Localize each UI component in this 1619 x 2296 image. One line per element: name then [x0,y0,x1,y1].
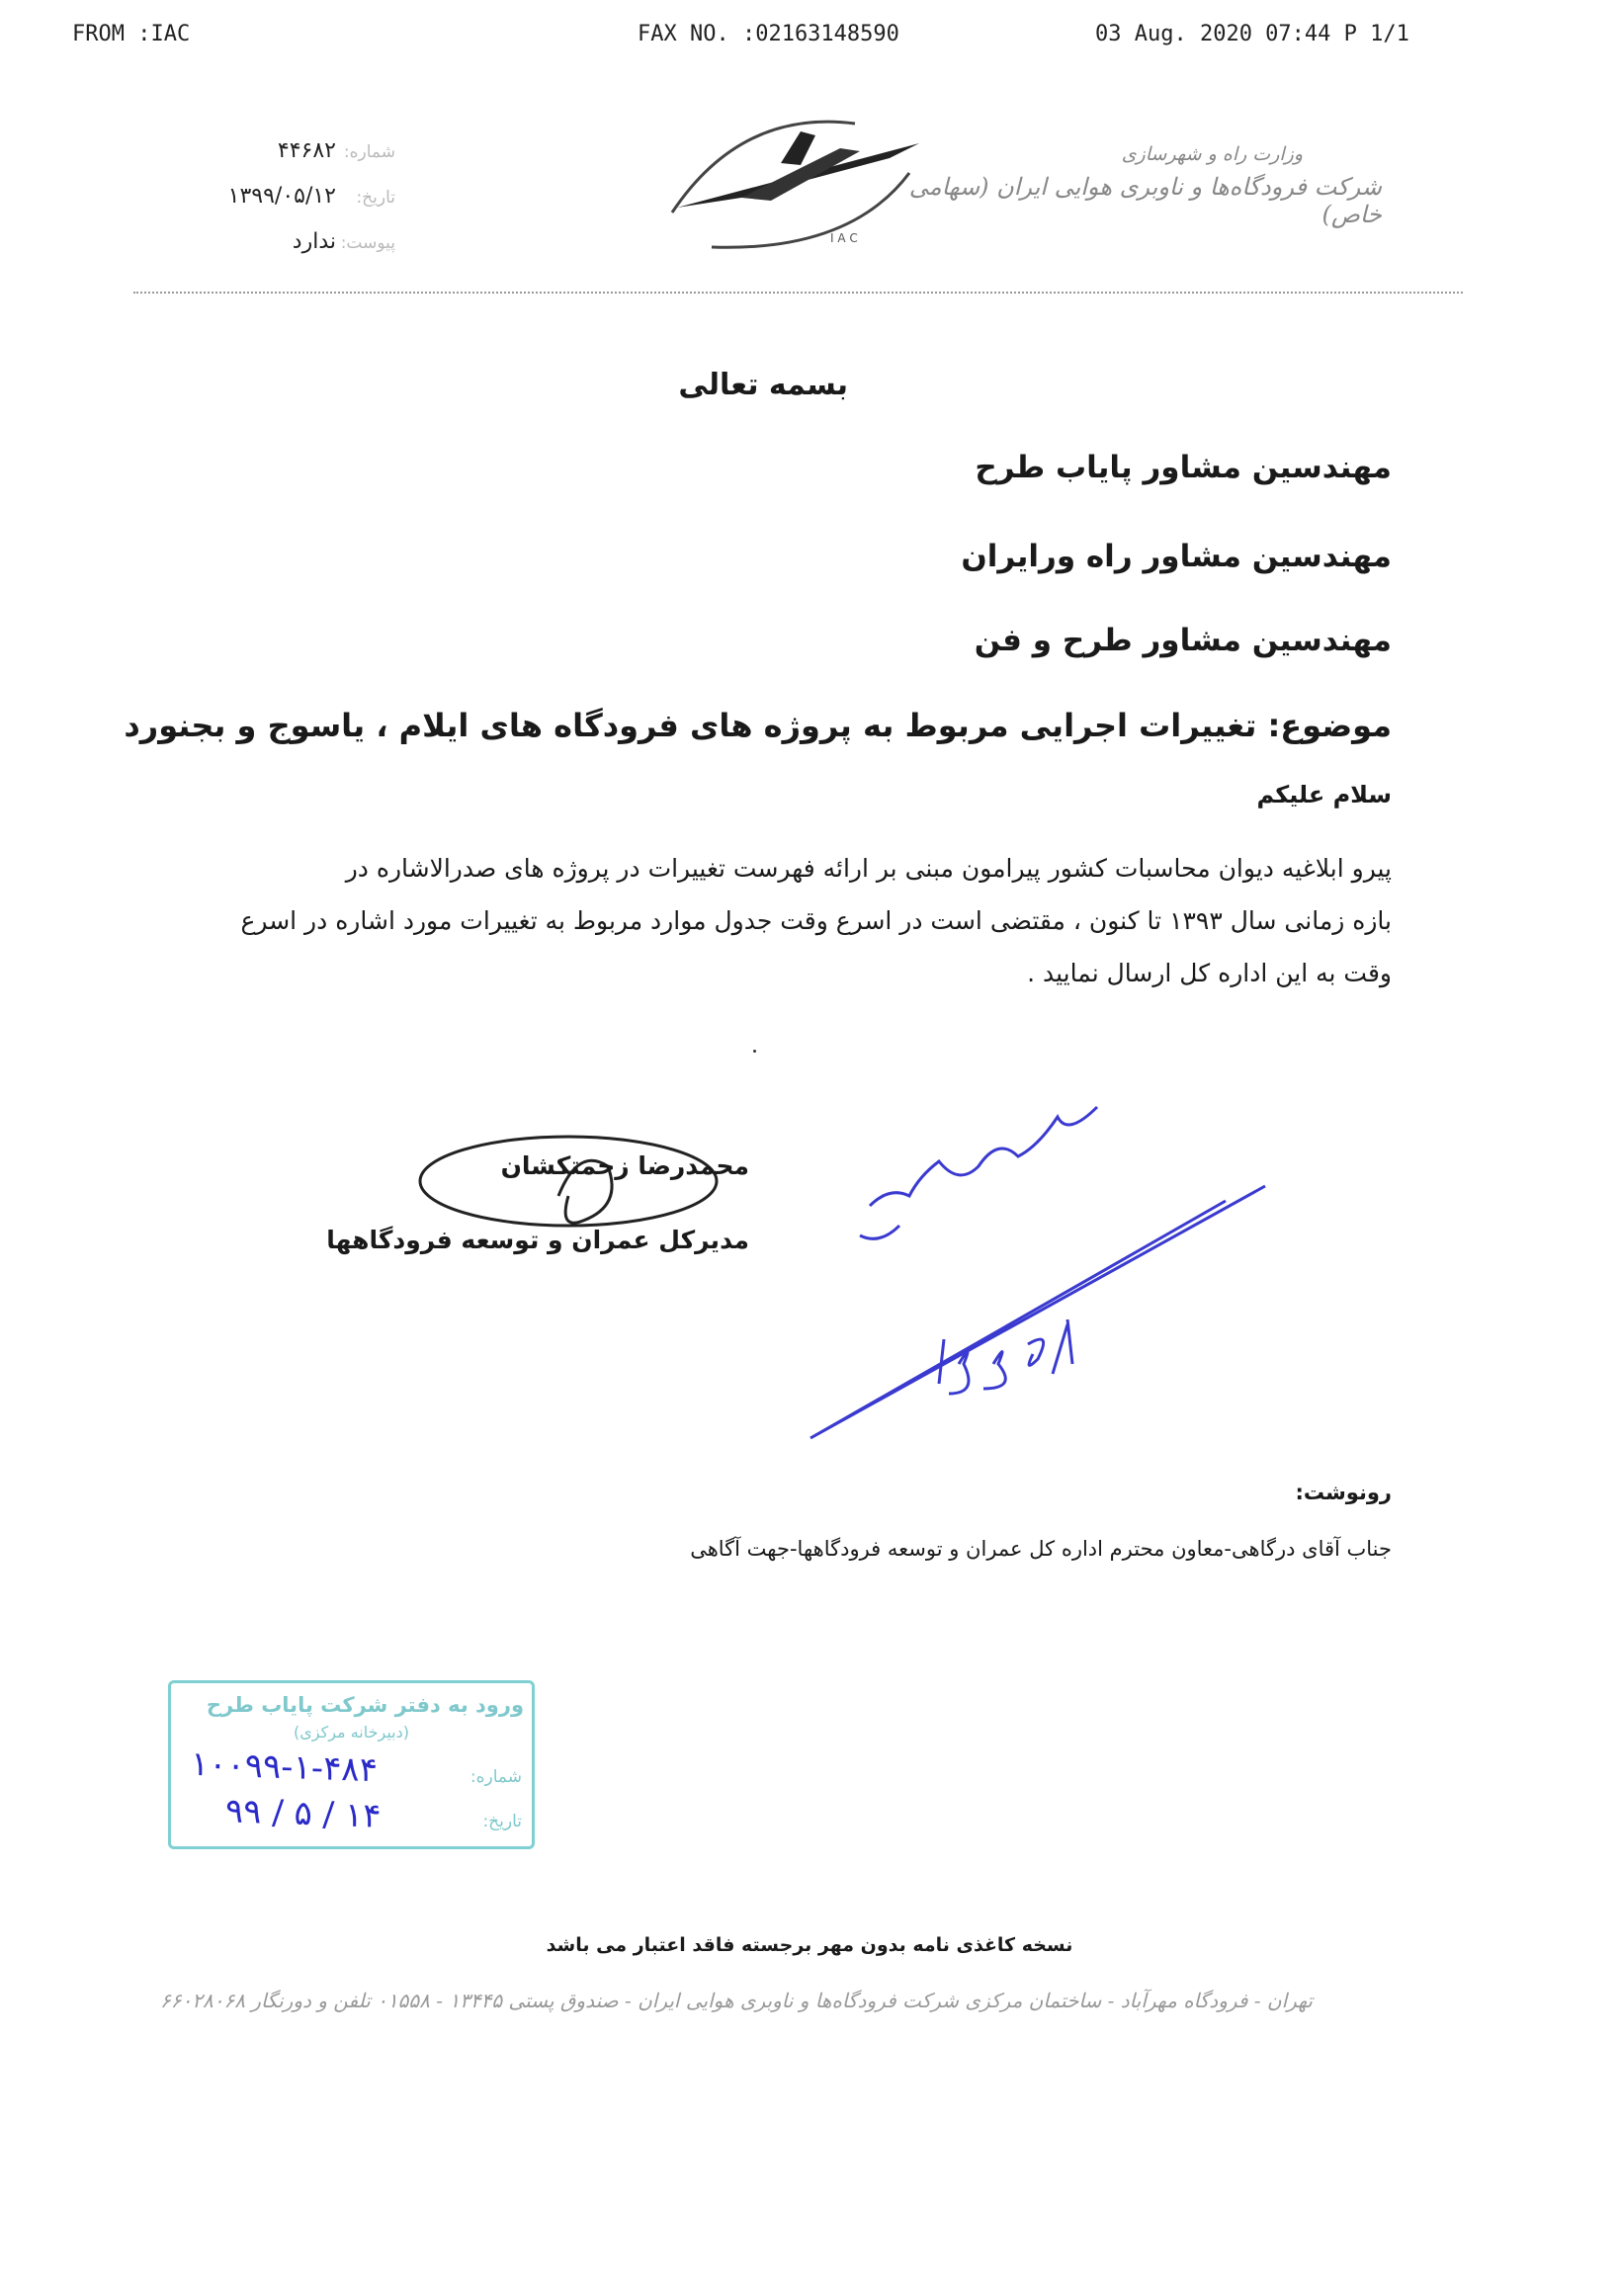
greeting: سلام علیکم [1256,781,1392,808]
header-divider [133,292,1463,294]
airports-company-logo [652,104,939,257]
ministry-name: وزارت راه و شهرسازی [1121,143,1303,165]
addressee-2: مهندسین مشاور راه ورایران [961,539,1392,574]
letter-number: ۴۴۶۸۲ [277,138,336,163]
handwritten-annotation [771,1067,1265,1463]
stamp-subtitle: (دبیرخانه مرکزی) [294,1723,409,1742]
ink-dot [753,1050,756,1053]
stamp-date-label: تاریخ: [482,1812,522,1831]
addressee-1: مهندسین مشاور پایاب طرح [975,450,1392,485]
stamp-title: ورود به دفتر شرکت پایاب طرح [206,1693,524,1717]
letter-meta [168,138,395,275]
letter-body [225,842,1392,999]
company-name: شرکت فرودگاه‌ها و ناوبری هوایی ایران (سهامی خاص) [908,173,1382,228]
receipt-stamp [168,1680,535,1849]
company-address: تهران - فرودگاه مهرآباد - ساختمان مرکزی شرکت فرودگاه‌ها و ناوبری هوایی ایران - صندوق پستی ۱۳۴۴۵ - ۰۱۵۵۸ تلفن و دورنگار ۶۶۰۲۸۰۶۸ [160,1989,1313,2012]
stamp-number: ۱۰۰۹۹-۱-۴۸۴ [190,1743,379,1791]
letter-attachment-label: پیوست: [340,233,395,253]
validity-note: نسخه کاغذی نامه بدون مهر برجسته فاقد اعتبار می باشد [546,1934,1073,1956]
letter-attachment: ندارد [292,229,336,254]
stamp-date: ۹۹ / ۵ / ۱۴ [224,1791,383,1836]
letter-subject: موضوع: تغییرات اجرایی مربوط به پروژه های فرودگاه های ایلام ، یاسوج و بجنورد [124,707,1392,744]
letter-number-label: شماره: [343,142,395,162]
body-line-2: بازه زمانی سال ۱۳۹۳ تا کنون ، مقتضی است در اسرع وقت جدول موارد مربوط به تغییرات مورد اشاره در اسرع [240,906,1392,935]
fax-header [0,22,1619,51]
stamp-number-label: شماره: [469,1767,522,1787]
organization-header [907,143,1382,228]
signature-scribble [410,1127,726,1235]
cc-recipient: جناب آقای درگاهی-معاون محترم اداره کل عمران و توسعه فرودگاهها-جهت آگاهی [690,1537,1392,1561]
invocation: بسمه تعالی [678,368,848,402]
signatory-title: مدیرکل عمران و توسعه فرودگاهها [326,1226,749,1254]
signatory-name: محمدرضا زحمتکشان [500,1151,749,1180]
fax-datetime: 03 Aug. 2020 07:44 P 1/1 [1095,22,1409,46]
body-line-1: پیرو ابلاغیه دیوان محاسبات کشور پیرامون مبنی بر ارائه فهرست تغییرات در پروژه های صدرالاشاره در [345,854,1392,883]
fax-from: FROM :IAC [72,22,191,46]
cc-label: رونوشت: [1295,1481,1392,1504]
letter-date-label: تاریخ: [356,188,395,208]
svg-text:I A C: I A C [830,231,858,245]
fax-number: FAX NO. :02163148590 [638,22,899,46]
addressee-3: مهندسین مشاور طرح و فن [974,623,1392,658]
letter-date: ۱۳۹۹/۰۵/۱۲ [227,184,336,209]
body-line-3: وقت به این اداره کل ارسال نمایید . [1027,959,1392,987]
